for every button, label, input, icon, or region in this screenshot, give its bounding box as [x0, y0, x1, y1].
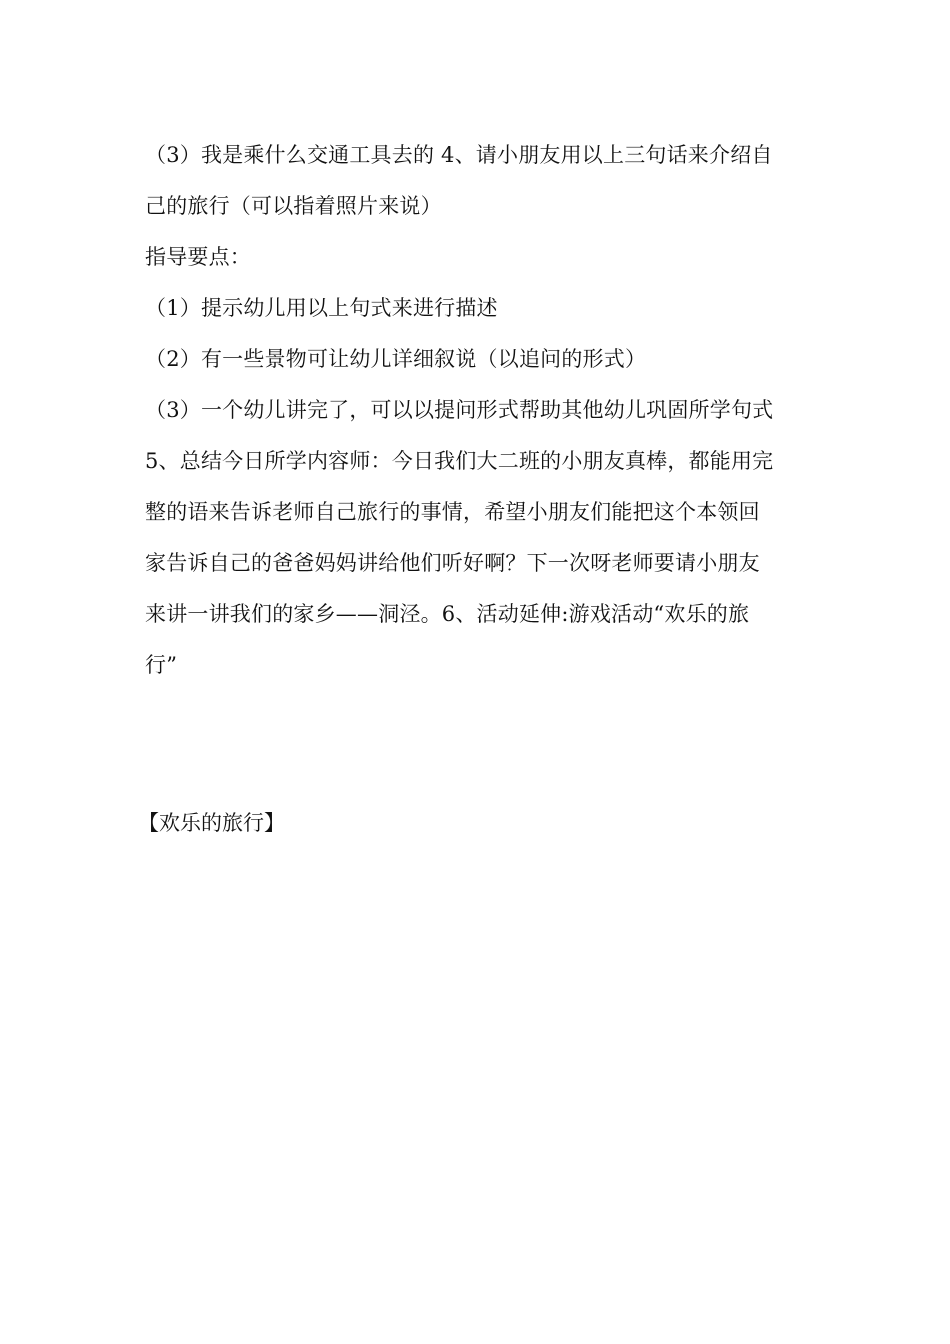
text-line: 整的语来告诉老师自己旅行的事情，希望小朋友们能把这个本领回: [145, 500, 760, 524]
text-line: 家告诉自己的爸爸妈妈讲给他们听好啊？下一次呀老师要请小朋友: [145, 551, 760, 575]
text-line: 5、总结今日所学内容师：今日我们大二班的小朋友真棒，都能用完: [145, 449, 774, 473]
text-line: （3）我是乘什么交通工具去的 4、请小朋友用以上三句话来介绍自: [145, 143, 773, 167]
body-text: [145, 130, 810, 691]
text-line: （1）提示幼儿用以上句式来进行描述: [145, 296, 498, 320]
text-line: 来讲一讲我们的家乡——洞泾。6、活动延伸:游戏活动“欢乐的旅: [145, 602, 750, 626]
text-line: （2）有一些景物可让幼儿详细叙说（以追问的形式）: [145, 347, 647, 371]
text-line: 己的旅行（可以指着照片来说）: [145, 194, 442, 218]
text-line: （3）一个幼儿讲完了，可以以提问形式帮助其他幼儿巩固所学句式: [145, 398, 774, 422]
text-line: 行”: [145, 653, 178, 677]
section-heading: 【欢乐的旅行】: [138, 811, 285, 835]
text-line: 指导要点：: [145, 245, 251, 269]
